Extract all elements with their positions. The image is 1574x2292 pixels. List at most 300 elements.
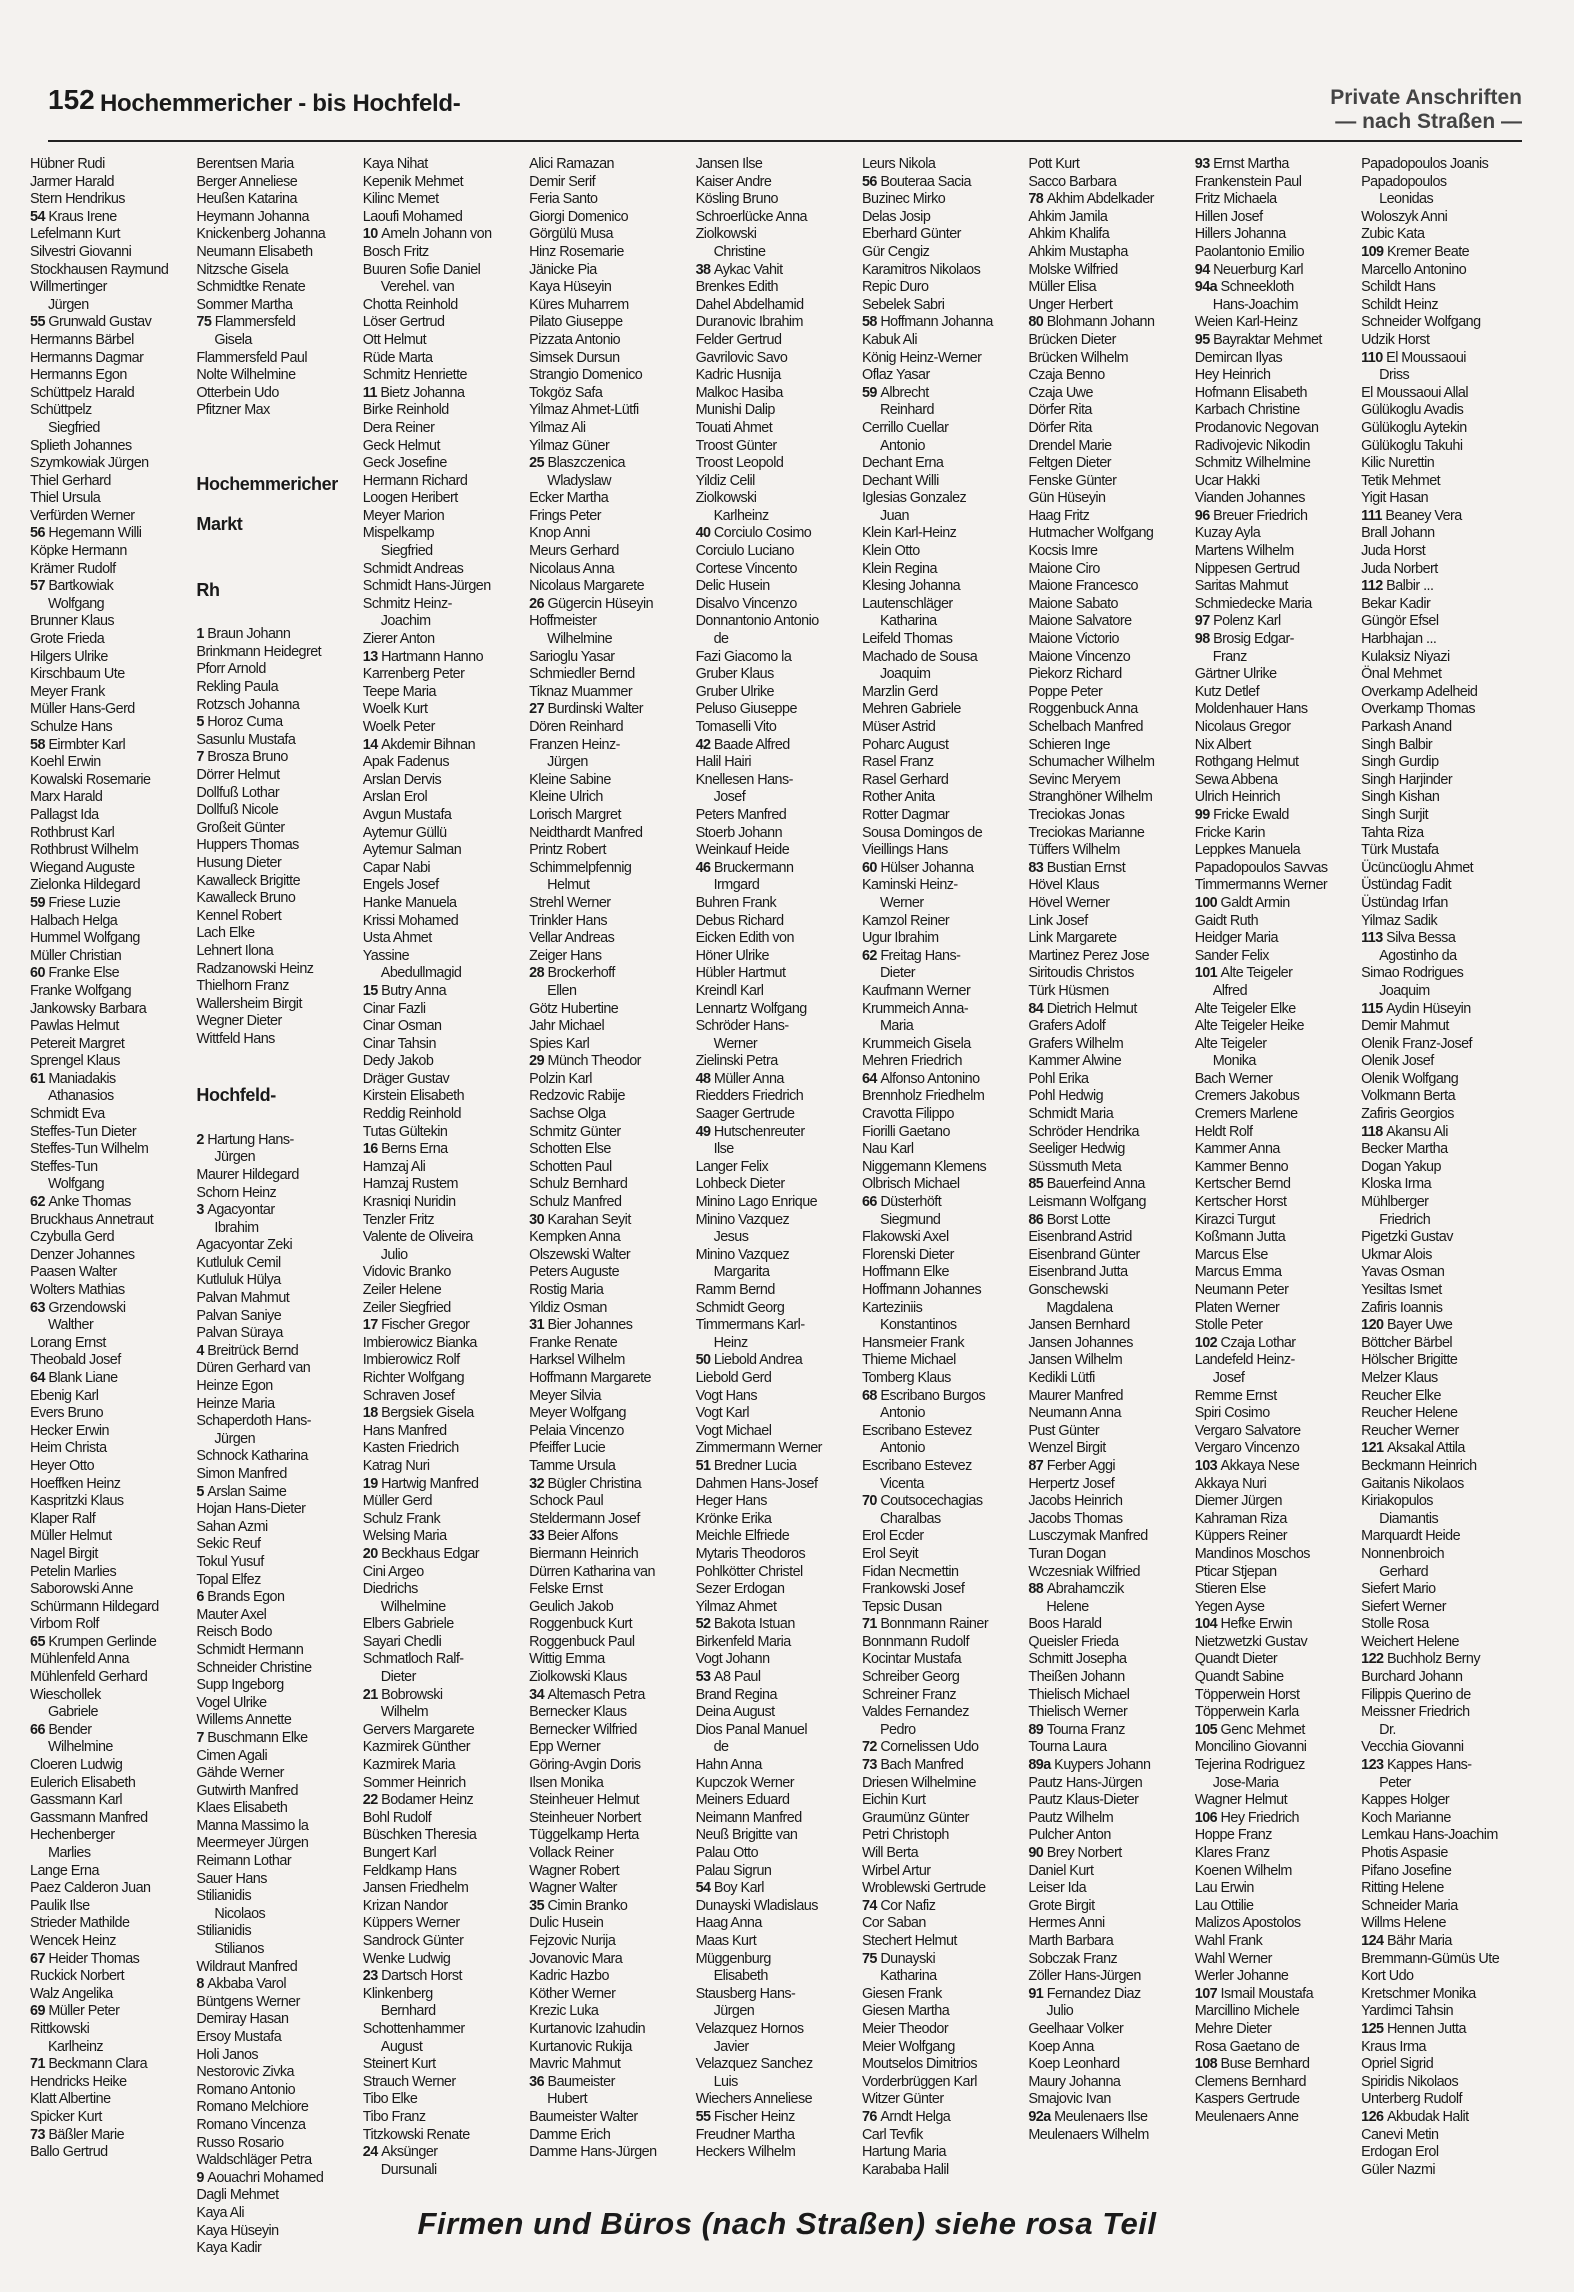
- directory-entry: Koßmann Jutta: [1194, 1229, 1286, 1246]
- directory-entry: Radzanowski Heinz: [196, 960, 314, 977]
- directory-entry: Hermanns Egon: [30, 367, 127, 384]
- directory-entry: 95 Bayraktar Mehmet: [1194, 331, 1322, 348]
- directory-entry: Aytemur Güllü: [362, 824, 447, 841]
- directory-entry: 98 Brosig Edgar-: [1194, 631, 1294, 648]
- directory-entry: Bonnmann Rudolf: [861, 1633, 969, 1650]
- directory-entry: Süssmuth Meta: [1028, 1158, 1122, 1175]
- directory-entry: Schmidt Maria: [1028, 1106, 1114, 1123]
- directory-entry: Singh Gurdip: [1361, 754, 1439, 771]
- directory-entry: Schmitz Günter: [529, 1123, 621, 1140]
- directory-entry: Grote Frieda: [30, 631, 105, 648]
- directory-entry: Petri Christoph: [861, 1827, 949, 1844]
- directory-entry: Neumann Elisabeth: [196, 243, 313, 260]
- directory-entry: Papadopoulos Joanis: [1361, 156, 1489, 172]
- directory-entry: Löser Gertrud: [362, 314, 445, 331]
- house-number: 71: [30, 2056, 49, 2073]
- directory-entry: Kazmirek Günther: [362, 1739, 470, 1756]
- directory-entry: Koenen Wilhelm: [1194, 1862, 1292, 1879]
- directory-entry: 89 Tourna Franz: [1028, 1721, 1125, 1738]
- directory-entry: Lau Erwin: [1194, 1880, 1254, 1897]
- directory-entry: Holi Janos: [196, 2046, 259, 2063]
- directory-entry: Minino Vazquez: [695, 1246, 790, 1263]
- directory-entry: Jacobs Thomas: [1028, 1510, 1123, 1527]
- directory-entry: Seeliger Hedwig: [1028, 1141, 1125, 1158]
- directory-entry: Lemkau Hans-Joachim: [1361, 1827, 1498, 1844]
- section-label: [1330, 86, 1522, 134]
- directory-entry: Kutluluk Cemil: [196, 1254, 281, 1271]
- directory-entry: Josef: [1212, 1369, 1245, 1386]
- directory-entry: Walther: [48, 1317, 94, 1334]
- directory-entry: Gülükoglu Avadis: [1361, 402, 1464, 419]
- directory-entry: Cerrillo Cuellar: [861, 419, 949, 436]
- house-number: 83: [1028, 859, 1047, 876]
- directory-entry: Eberhard Günter: [861, 226, 961, 243]
- directory-entry: Krämer Rudolf: [30, 560, 116, 577]
- directory-column: [696, 156, 861, 2178]
- house-number: 123: [1361, 1757, 1387, 1774]
- directory-entry: Haag Anna: [695, 1915, 762, 1932]
- directory-entry: Javier: [713, 2038, 749, 2055]
- directory-entry: Strangio Domenico: [529, 367, 643, 384]
- directory-entry: Olenik Franz-Josef: [1361, 1035, 1472, 1052]
- house-number: 21: [362, 1686, 382, 1703]
- directory-entry: Demircan Ilyas: [1194, 349, 1283, 366]
- directory-entry: Wilhelmine: [380, 1598, 446, 1615]
- directory-entry: 118 Akansu Ali: [1361, 1123, 1448, 1140]
- directory-entry: Touati Ahmet: [695, 419, 773, 436]
- directory-entry: Jürgen: [214, 1430, 256, 1447]
- directory-entry: Witzer Günter: [861, 2091, 944, 2108]
- directory-entry: Bremmann-Gümüs Ute: [1361, 1950, 1500, 1967]
- directory-entry: Roggenbuck Paul: [529, 1633, 635, 1650]
- directory-entry: Florenski Dieter: [861, 1246, 954, 1263]
- directory-entry: Sommer Martha: [196, 296, 293, 313]
- directory-entry: Müller Elisa: [1028, 279, 1097, 296]
- directory-entry: Imbierowicz Bianka: [362, 1334, 477, 1351]
- directory-entry: Gaidt Ruth: [1194, 912, 1259, 929]
- directory-entry: Kamzol Reiner: [861, 912, 950, 929]
- directory-entry: Küppers Reiner: [1194, 1528, 1288, 1545]
- directory-entry: Quandt Dieter: [1194, 1651, 1278, 1668]
- directory-entry: [196, 1114, 361, 1132]
- directory-entry: Imbierowicz Rolf: [362, 1352, 460, 1369]
- directory-entry: 83 Bustian Ernst: [1028, 859, 1126, 876]
- directory-entry: Lange Erna: [30, 1862, 99, 1879]
- directory-entry: Rasel Franz: [861, 754, 934, 771]
- directory-entry: Hutmacher Wolfgang: [1028, 525, 1154, 542]
- directory-entry: 32 Bügler Christina: [529, 1475, 642, 1492]
- directory-entry: Kaya Hüseyin: [196, 2222, 279, 2239]
- house-number: 121: [1361, 1440, 1387, 1457]
- directory-entry: Yavas Osman: [1361, 1264, 1445, 1281]
- directory-entry: Fenske Günter: [1028, 472, 1117, 489]
- directory-entry: Schulz Manfred: [529, 1194, 622, 1211]
- directory-entry: Piekorz Richard: [1028, 666, 1122, 683]
- directory-entry: Dieter: [879, 965, 916, 982]
- directory-entry: Dörfer Rita: [1028, 419, 1092, 436]
- house-number: 33: [529, 1528, 548, 1545]
- directory-entry: 65 Krumpen Gerlinde: [30, 1633, 157, 1650]
- directory-entry: Leiser Ida: [1028, 1880, 1087, 1897]
- directory-entry: Sachse Olga: [529, 1106, 606, 1123]
- house-number: 15: [362, 982, 382, 999]
- directory-entry: Franke Wolfgang: [30, 982, 132, 999]
- directory-entry: Schaperdoth Hans-: [196, 1413, 312, 1430]
- directory-entry: Rasel Gerhard: [861, 771, 949, 788]
- directory-entry: Simon Manfred: [196, 1466, 287, 1482]
- house-number: 49: [695, 1123, 714, 1140]
- directory-entry: Alte Teigeler: [1194, 1035, 1267, 1052]
- house-number: 24: [362, 2144, 382, 2161]
- directory-entry: Wieschollek: [30, 1686, 101, 1703]
- directory-entry: Arslan Dervis: [362, 771, 442, 788]
- directory-entry: Willms Helene: [1361, 1915, 1446, 1932]
- directory-entry: Fazi Giacomo la: [695, 648, 792, 665]
- directory-entry: Düren Gerhard van: [196, 1360, 311, 1377]
- house-number: 28: [529, 965, 548, 982]
- directory-entry: Diemer Jürgen: [1194, 1493, 1282, 1510]
- directory-entry: Tamme Ursula: [529, 1457, 616, 1474]
- directory-entry: Wahl Werner: [1194, 1950, 1272, 1967]
- directory-entry: Köther Werner: [529, 1985, 616, 2002]
- directory-entry: Koep Leonhard: [1028, 2056, 1120, 2073]
- house-number: 14: [362, 736, 382, 753]
- directory-entry: Pifano Josefine: [1361, 1862, 1452, 1879]
- section-label-line2: — nach Straßen —: [1335, 110, 1522, 133]
- directory-entry: Czaja Uwe: [1028, 384, 1093, 401]
- directory-entry: 42 Baade Alfred: [695, 736, 790, 753]
- house-number: 36: [529, 2073, 548, 2090]
- directory-entry: Timmermanns Werner: [1194, 877, 1328, 894]
- directory-entry: Kleine Ulrich: [529, 789, 603, 806]
- directory-entry: Siefert Mario: [1361, 1581, 1436, 1598]
- directory-entry: Willmertinger: [30, 279, 107, 296]
- directory-entry: Kahraman Riza: [1194, 1510, 1287, 1527]
- directory-entry: 61 Maniadakis: [30, 1070, 116, 1087]
- directory-entry: Lennartz Wolfgang: [695, 1000, 807, 1017]
- directory-entry: Paez Calderon Juan: [30, 1880, 151, 1897]
- directory-entry: Kurtanovic Rukija: [529, 2038, 632, 2055]
- directory-entry: Parkash Anand: [1361, 719, 1452, 735]
- directory-entry: Joaquim: [879, 666, 931, 683]
- directory-entry: Cloeren Ludwig: [30, 1757, 123, 1774]
- directory-entry: Lau Ottilie: [1194, 1897, 1254, 1914]
- directory-entry: Tiknaz Muammer: [529, 683, 633, 700]
- directory-entry: 75 Dunayski: [861, 1950, 936, 1967]
- directory-entry: Yesiltas Ismet: [1361, 1282, 1442, 1298]
- directory-entry: Fiorilli Gaetano: [861, 1123, 950, 1140]
- directory-entry: Schelbach Manfred: [1028, 719, 1143, 735]
- directory-entry: Rotter Dagmar: [861, 806, 950, 823]
- directory-entry: 66 Bender: [30, 1721, 92, 1738]
- directory-entry: Kilinc Memet: [362, 191, 439, 208]
- directory-entry: Huppers Thomas: [196, 837, 299, 854]
- directory-entry: Poharc August: [861, 736, 949, 753]
- directory-entry: Driss: [1379, 367, 1410, 384]
- directory-entry: Kammer Benno: [1194, 1158, 1289, 1175]
- directory-entry: Meyer Wolfgang: [529, 1405, 626, 1422]
- directory-entry: Maria: [879, 1018, 914, 1035]
- directory-entry: Dedy Jakob: [362, 1053, 434, 1070]
- directory-entry: Woloszyk Anni: [1361, 208, 1448, 225]
- house-number: 4: [196, 1342, 208, 1359]
- directory-entry: Sayari Chedli: [362, 1633, 442, 1650]
- directory-entry: 54 Kraus Irene: [30, 208, 117, 225]
- directory-entry: Karbach Christine: [1194, 402, 1300, 419]
- directory-entry: Kirschbaum Ute: [30, 666, 125, 683]
- directory-entry: Minino Vazquez: [695, 1211, 790, 1228]
- directory-entry: Knickenberg Johanna: [196, 226, 326, 243]
- house-number: 29: [529, 1053, 548, 1070]
- house-number: 85: [1028, 1176, 1047, 1193]
- directory-entry: Link Margarete: [1028, 930, 1117, 947]
- directory-entry: Leifeld Thomas: [861, 631, 953, 648]
- directory-entry: 123 Kappes Hans-: [1361, 1757, 1472, 1774]
- directory-entry: Paolantonio Emilio: [1194, 243, 1305, 260]
- directory-entry: Meissner Friedrich: [1361, 1704, 1470, 1721]
- directory-entry: Schröder Hendrika: [1028, 1123, 1139, 1140]
- directory-entry: Büschken Theresia: [362, 1827, 477, 1844]
- directory-entry: Ott Helmut: [362, 331, 427, 348]
- directory-entry: Gähde Werner: [196, 1765, 284, 1782]
- directory-entry: Baumeister Walter: [529, 2108, 638, 2125]
- directory-entry: Reimann Lothar: [196, 1853, 292, 1870]
- directory-entry: Kaspers Gertrude: [1194, 2091, 1300, 2108]
- directory-entry: Leismann Wolfgang: [1028, 1194, 1146, 1211]
- directory-entry: Maione Vincenzo: [1028, 648, 1131, 665]
- directory-entry: Mehren Gabriele: [861, 701, 961, 718]
- directory-entry: Schmidt Andreas: [362, 560, 464, 577]
- directory-entry: 122 Buchholz Berny: [1361, 1651, 1481, 1668]
- house-number: 40: [695, 525, 714, 542]
- directory-entry: Reinhard: [879, 402, 934, 419]
- directory-entry: Brücken Wilhelm: [1028, 349, 1129, 366]
- directory-entry: 84 Dietrich Helmut: [1028, 1000, 1137, 1017]
- directory-entry: Paasen Walter: [30, 1264, 117, 1281]
- directory-entry: Ersoy Mustafa: [196, 2029, 282, 2045]
- directory-entry: Wallersheim Birgit: [196, 995, 302, 1012]
- directory-column: [1028, 156, 1193, 2178]
- directory-entry: Nestorovic Zivka: [196, 2064, 294, 2081]
- directory-entry: Capar Nabi: [362, 859, 431, 876]
- directory-entry: Kocsis Imre: [1028, 543, 1098, 560]
- directory-entry: Usta Ahmet: [362, 930, 432, 947]
- directory-entry: Üstündag Fadit: [1361, 877, 1452, 894]
- directory-entry: Nicolaos: [214, 1905, 266, 1922]
- directory-entry: Giorgi Domenico: [529, 208, 629, 225]
- directory-entry: Singh Balbir: [1361, 736, 1433, 753]
- directory-entry: Wolfgang: [48, 595, 105, 612]
- directory-entry: Wenke Ludwig: [362, 1950, 451, 1967]
- directory-entry: Marzlin Gerd: [861, 683, 938, 700]
- directory-entry: Maione Salvatore: [1028, 613, 1132, 630]
- directory-entry: 9 Aouachri Mohamed: [196, 2169, 324, 2186]
- directory-entry: Papadopoulos Savvas: [1194, 859, 1328, 876]
- directory-entry: Maione Ciro: [1028, 560, 1100, 577]
- directory-entry: Debus Richard: [695, 912, 784, 929]
- directory-entry: Sobczak Franz: [1028, 1950, 1118, 1967]
- directory-entry: Agacyontar Zeki: [196, 1237, 293, 1254]
- directory-entry: 53 A8 Paul: [695, 1669, 761, 1686]
- house-number: 3: [196, 1202, 208, 1219]
- directory-entry: Sprengel Klaus: [30, 1053, 120, 1070]
- directory-entry: Vidovic Branko: [362, 1264, 451, 1281]
- directory-entry: Ilse: [713, 1141, 734, 1158]
- directory-entry: Geck Josefine: [362, 455, 447, 472]
- directory-entry: Redzovic Rabije: [529, 1088, 625, 1105]
- directory-entry: Pohlkötter Christel: [695, 1563, 803, 1580]
- directory-entry: 106 Hey Friedrich: [1194, 1809, 1299, 1826]
- directory-entry: 20 Beckhaus Edgar: [362, 1545, 480, 1562]
- directory-entry: Topal Elfez: [196, 1571, 261, 1588]
- house-number: 42: [695, 736, 714, 753]
- directory-entry: Cravotta Filippo: [861, 1106, 954, 1123]
- directory-entry: Werner: [879, 894, 924, 911]
- house-number: 72: [861, 1739, 881, 1756]
- directory-entry: Troost Leopold: [695, 455, 784, 472]
- directory-entry: Grafers Wilhelm: [1028, 1035, 1124, 1052]
- directory-entry: Sezer Erdogan: [695, 1581, 785, 1598]
- directory-entry: Heim Christa: [30, 1440, 107, 1457]
- directory-entry: Küres Muharrem: [529, 296, 629, 313]
- house-number: 71: [861, 1616, 881, 1633]
- directory-entry: Damme Hans-Jürgen: [529, 2144, 657, 2161]
- directory-entry: Thielisch Werner: [1028, 1704, 1128, 1721]
- directory-entry: 19 Hartwig Manfred: [362, 1475, 479, 1492]
- directory-entry: Lorisch Margret: [529, 806, 621, 823]
- directory-entry: 5 Horoz Cuma: [196, 714, 283, 731]
- directory-entry: Schneider Maria: [1361, 1897, 1458, 1914]
- house-number: 115: [1361, 1000, 1387, 1017]
- directory-entry: 94 Neuerburg Karl: [1194, 261, 1303, 278]
- directory-entry: Zubic Kata: [1361, 226, 1425, 243]
- house-number: 7: [196, 749, 208, 766]
- directory-entry: 57 Bartkowiak: [30, 578, 114, 595]
- directory-entry: Schmidt Hermann: [196, 1641, 304, 1658]
- directory-entry: Gün Hüseyin: [1028, 490, 1106, 507]
- directory-entry: Nietzwetzki Gustav: [1194, 1633, 1308, 1650]
- directory-entry: Göring-Avgin Doris: [529, 1757, 641, 1774]
- directory-entry: Helene: [1046, 1598, 1089, 1615]
- directory-entry: Schmidt Hans-Jürgen: [362, 578, 491, 595]
- directory-entry: Singh Kishan: [1361, 789, 1440, 806]
- directory-entry: Freudner Martha: [695, 2126, 795, 2143]
- directory-entry: 58 Eirmbter Karl: [30, 736, 126, 753]
- directory-entry: Ucar Hakki: [1194, 472, 1260, 489]
- directory-entry: Marcillino Michele: [1194, 2003, 1300, 2020]
- directory-entry: Nicolaus Anna: [529, 560, 615, 577]
- house-number: 5: [196, 1483, 208, 1500]
- directory-entry: Hoffmann Elke: [861, 1264, 949, 1281]
- directory-entry: Steffes-Tun Wilhelm: [30, 1141, 149, 1158]
- directory-entry: Printz Robert: [529, 842, 606, 859]
- directory-entry: Ritting Helene: [1361, 1880, 1444, 1897]
- directory-entry: Geelhaar Volker: [1028, 2020, 1124, 2037]
- directory-entry: Meier Theodor: [861, 2020, 949, 2037]
- directory-entry: Hanke Manuela: [362, 894, 457, 911]
- directory-entry: Overkamp Thomas: [1361, 701, 1475, 718]
- directory-entry: 89a Kuypers Johann: [1028, 1757, 1151, 1774]
- directory-entry: Yilmaz Ahmet-Lütfi: [529, 402, 639, 419]
- directory-entry: Volkmann Berta: [1361, 1088, 1456, 1105]
- directory-entry: Nix Albert: [1194, 736, 1251, 753]
- directory-entry: Wolters Mathias: [30, 1282, 125, 1298]
- directory-entry: Schulz Frank: [362, 1510, 441, 1527]
- directory-entry: Virbom Rolf: [30, 1616, 99, 1633]
- directory-entry: Rostig Maria: [529, 1282, 604, 1298]
- directory-entry: Kocintar Mustafa: [861, 1651, 962, 1668]
- directory-entry: Klaper Ralf: [30, 1510, 96, 1527]
- directory-entry: Franzen Heinz-: [529, 736, 620, 753]
- directory-entry: Mispelkamp: [362, 525, 435, 542]
- directory-entry: Birkenfeld Maria: [695, 1633, 791, 1650]
- directory-entry: Kaminski Heinz-: [861, 877, 958, 894]
- directory-entry: Ballo Gertrud: [30, 2144, 108, 2161]
- directory-entry: Schock Paul: [529, 1493, 604, 1510]
- directory-entry: Zafiris Georgios: [1361, 1106, 1454, 1123]
- directory-entry: Bruckhaus Annetraut: [30, 1211, 154, 1228]
- directory-entry: Wagner Robert: [529, 1862, 620, 1879]
- directory-entry: Julio: [1046, 2003, 1074, 2020]
- directory-entry: Demir Mahmut: [1361, 1018, 1449, 1035]
- house-number: 54: [695, 1880, 714, 1897]
- directory-entry: Udzik Horst: [1361, 331, 1430, 348]
- directory-entry: Bosch Fritz: [362, 243, 429, 260]
- directory-entry: 40 Corciulo Cosimo: [695, 525, 812, 542]
- directory-entry: Thieme Michael: [861, 1352, 956, 1369]
- directory-entry: Demir Serif: [529, 173, 596, 190]
- directory-entry: Gassmann Manfred: [30, 1809, 148, 1826]
- directory-entry: Delic Husein: [695, 578, 770, 595]
- directory-entry: Wilhelmine: [547, 631, 613, 648]
- house-number: 120: [1361, 1317, 1387, 1334]
- directory-entry: 33 Beier Alfons: [529, 1528, 618, 1545]
- house-number: 11: [362, 384, 381, 401]
- directory-entry: Kazmirek Maria: [362, 1757, 456, 1774]
- directory-entry: Quandt Sabine: [1194, 1669, 1284, 1686]
- house-number: 92a: [1028, 2108, 1055, 2125]
- house-number: 73: [30, 2126, 49, 2143]
- directory-entry: Jansen Ilse: [695, 156, 763, 172]
- directory-entry: Teepe Maria: [362, 683, 436, 700]
- directory-entry: [196, 438, 361, 456]
- directory-entry: Steinert Kurt: [362, 2056, 436, 2073]
- directory-entry: Böttcher Bärbel: [1361, 1334, 1453, 1351]
- directory-entry: Saager Gertrude: [695, 1106, 795, 1123]
- house-number: 118: [1361, 1123, 1387, 1140]
- directory-entry: Schmitz Heinz-: [362, 595, 452, 612]
- directory-column: [30, 156, 195, 2178]
- directory-entry: Kammer Anna: [1194, 1141, 1280, 1158]
- directory-entry: Karteziniis: [861, 1299, 923, 1316]
- directory-entry: Wolfgang: [48, 1176, 105, 1193]
- directory-entry: Tibo Franz: [362, 2108, 426, 2125]
- house-number: 91: [1028, 1985, 1047, 2002]
- directory-entry: Stolle Rosa: [1361, 1616, 1429, 1633]
- directory-entry: 31 Bier Johannes: [529, 1317, 633, 1334]
- directory-entry: Gisela: [214, 331, 252, 348]
- directory-entry: Verfürden Werner: [30, 507, 135, 524]
- directory-entry: Christine: [713, 243, 766, 260]
- directory-entry: Roggenbuck Anna: [1028, 701, 1138, 718]
- directory-entry: Graumünz Günter: [861, 1809, 969, 1826]
- directory-entry: Remme Ernst: [1194, 1387, 1277, 1404]
- directory-entry: Kreindl Karl: [695, 982, 764, 999]
- directory-entry: Klinkenberg: [362, 1985, 433, 2002]
- directory-entry: Juan: [879, 507, 909, 524]
- directory-column: [363, 156, 528, 2178]
- directory-entry: Heidger Maria: [1194, 930, 1278, 947]
